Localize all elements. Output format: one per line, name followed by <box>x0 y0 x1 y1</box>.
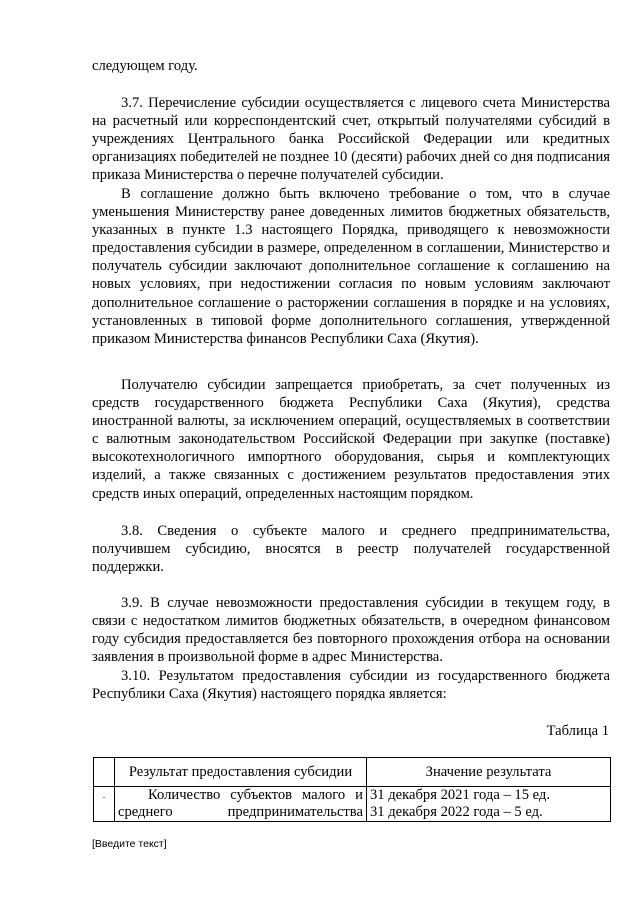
table-header-result: Результат предоставления субсидии <box>115 758 367 787</box>
table-row <box>94 787 611 822</box>
table-header-value: Значение результата <box>367 758 611 787</box>
paragraph-prohibition: Получателю субсидии запрещается приобретать, за счет полученных из средств государственного бюджета Республики Саха (Якутия), средства иностранной валюты, за исключением операций, осуществляемых в соответствии с валютным законодательством Российской Федерации при закупке (поставке) высокотехнологичного импортного оборудования, сырья и комплектующих изделий, а также связанных с достижением результатов предоставления этих средств иных операций, определенных настоящим порядком. <box>92 377 610 502</box>
paragraph-3-7: 3.7. Перечисление субсидии осуществляется с лицевого счета Министерства на расчетный или корреспондентский счет, открытый получателями субсидий в учреждениях Центрального банка Российской Федерации или кредитных организациях победителей не позднее 10 (десяти) рабочих дней со дня подписания приказа Министерства о перечне получателей субсидии. <box>92 95 610 184</box>
value-line-1: 31 декабря 2021 года – 15 ед. <box>370 787 551 803</box>
results-table <box>93 757 611 822</box>
table-header-row <box>94 758 611 787</box>
value-line-2: 31 декабря 2022 года – 5 ед. <box>370 804 543 820</box>
table-header-num <box>94 758 115 787</box>
paragraph-3-10: 3.10. Результатом предоставления субсидии из государственного бюджета Республики Саха (Якутия) настоящего порядка является: <box>92 668 610 703</box>
fragment-top: следующем году. <box>92 58 198 74</box>
paragraph-3-8: 3.8. Сведения о субъекте малого и среднего предпринимательства, получившем субсидию, вносятся в реестр получателей государственной поддержки. <box>92 523 610 576</box>
table-cell-value <box>367 787 611 822</box>
result-line-2: среднего предпринимательства <box>118 804 363 820</box>
result-line-1: Количество субъектов малого и <box>148 787 363 803</box>
footer-placeholder[interactable]: [Введите текст] <box>92 838 167 850</box>
table-cell-result <box>115 787 367 822</box>
paragraph-agreement: В соглашение должно быть включено требование о том, что в случае уменьшения Министерству ранее доведенных лимитов бюджетных обязательств, указанных в пункте 1.3 настоящего Порядка, приводящего к невозможности предоставления субсидии в размере, определенном в соглашении, Министерство и получатель субсидии заключают дополнительное соглашение к соглашению на новых условиях, при недостижении согласия по новым условиям заключают дополнительное соглашение о расторжении соглашения в порядке и на условиях, установленных в типовой форме дополнительного соглашения, утвержденной приказом Министерства финансов Республики Саха (Якутия). <box>92 186 610 347</box>
table-caption: Таблица 1 <box>546 723 609 739</box>
table-row-marker: . <box>94 787 115 822</box>
paragraph-3-9: 3.9. В случае невозможности предоставления субсидии в текущем году, в связи с недостатком лимитов бюджетных обязательств, в очередном финансовом году субсидия предоставляется без повторного прохождения отбора на основании заявления в произвольной форме в адрес Министерства. <box>92 595 610 666</box>
